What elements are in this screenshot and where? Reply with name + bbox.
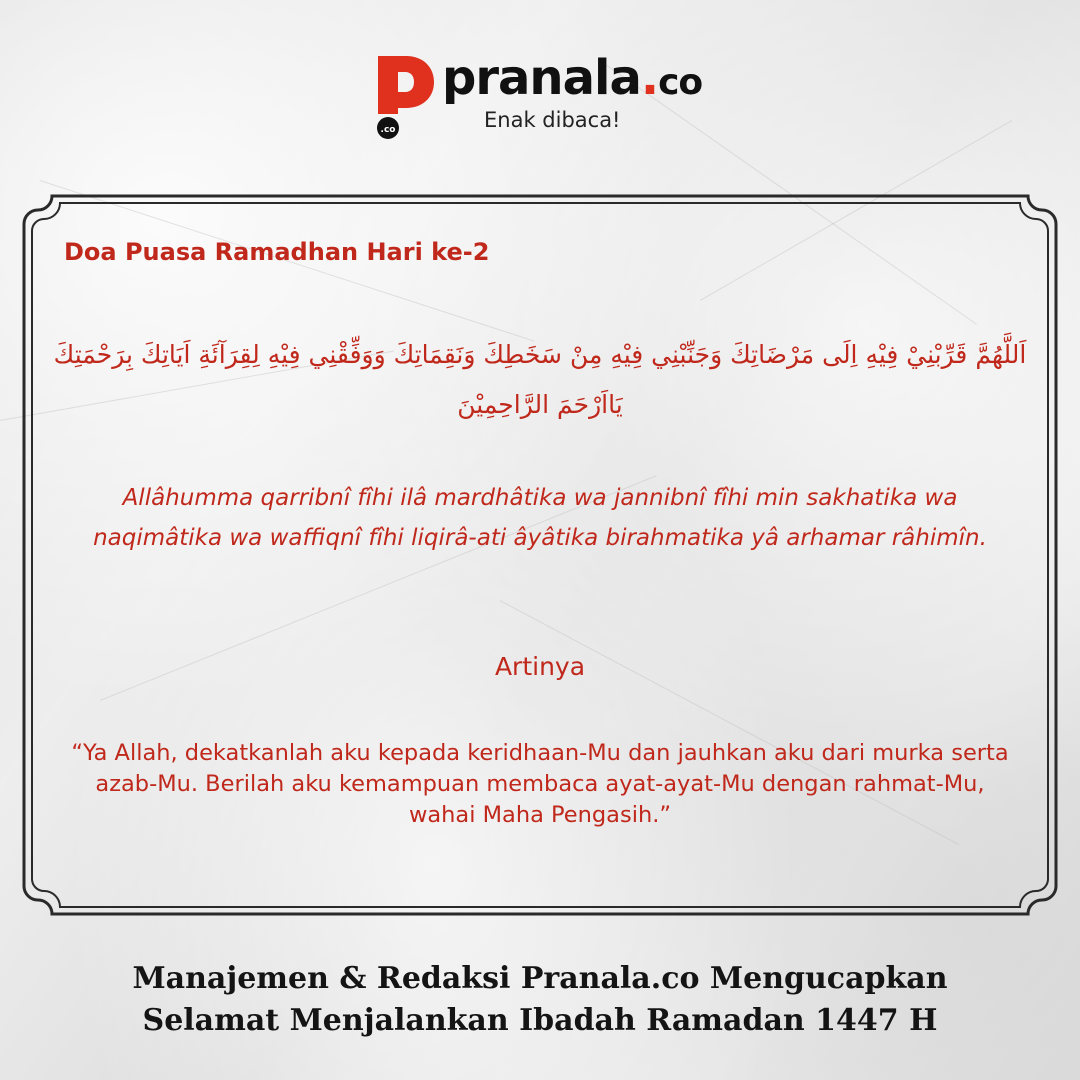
footer-greeting [60, 958, 1020, 1042]
card-title: Doa Puasa Ramadhan Hari ke-2 [64, 238, 490, 266]
brand-tagline: Enak dibaca! [484, 108, 621, 132]
footer-line-1: Manajemen & Redaksi Pranala.co Mengucapkan [132, 961, 948, 996]
meaning-heading: Artinya [494, 652, 586, 681]
transliteration-text: Allâhumma qarribnî fîhi ilâ mardhâtika wa jannibnî fîhi min sakhatika wa naqimâtika wa waffiqnî fîhi liqirâ-ati âyâtika birahmatika yâ arhamar râhimîn. [93, 485, 987, 551]
svg-text:.co: .co [380, 125, 396, 135]
arabic-prayer-text: اَللَّهُمَّ قَرِّبْنِيْ فِيْهِ اِلَى مَرْضَاتِكَ وَجَنِّبْنِي فِيْهِ مِنْ سَخَطِكَ وَنَقِمَاتِكَ وَوَفِّقْنِي فِيْهِ لِقِرَآئَةِ اَيَاتِكَ بِرَحْمَتِكَ يَااَرْحَمَ الرَّاحِمِيْنَ [53, 340, 1027, 419]
meaning-text: “Ya Allah, dekatkanlah aku kepada keridhaan-Mu dan jauhkan aku dari murka serta azab-Mu. Berilah aku kemampuan membaca ayat-ayat-Mu dengan rahmat-Mu, wahai Maha Pengasih.” [71, 740, 1009, 828]
brand-suffix: co [658, 62, 703, 103]
footer-line-2: Selamat Menjalankan Ibadah Ramadan 1447 H [142, 1003, 938, 1038]
brand-name: pranala [442, 50, 641, 106]
brand-dot: . [640, 50, 659, 106]
